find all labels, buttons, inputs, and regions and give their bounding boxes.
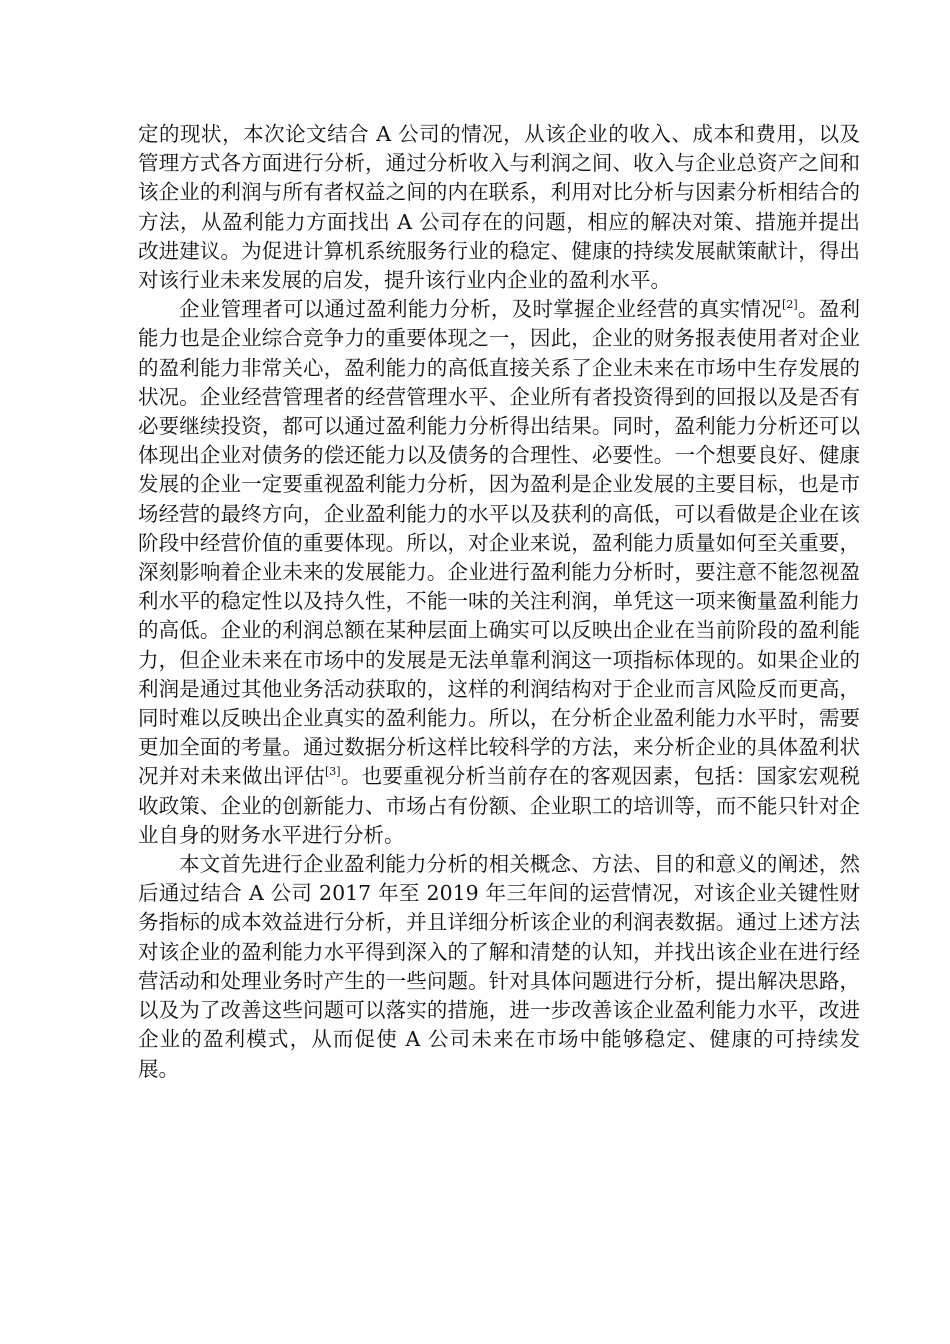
paragraph-3: [138, 850, 860, 1084]
paragraph-2: [138, 295, 860, 850]
citation-2: [2]: [782, 298, 798, 312]
citation-3: [3]: [325, 765, 341, 779]
paragraph-3-text: 本文首先进行企业盈利能力分析的相关概念、方法、目的和意义的阐述，然后通过结合 A 公司 2017 年至 2019 年三年间的运营情况，对该企业关键性财务指标的成本效益进行分析，并且详细分析该企业的利润表数据。通过上述方法对该企业的盈利能力水平得到深入的了解和清楚的认知，并找出该企业在进行经营活动和处理业务时产生的一些问题。针对具体问题进行分析，提出解决思路，以及为了改善这些问题可以落实的措施，进一步改善该企业盈利能力水平，改进企业的盈利模式，从而促使 A 公司未来在市场中能够稳定、健康的可持续发展。: [138, 852, 860, 1081]
paragraph-1: [138, 120, 860, 295]
document-body: [138, 120, 860, 1084]
paragraph-1-text: 定的现状，本次论文结合 A 公司的情况，从该企业的收入、成本和费用，以及管理方式各方面进行分析，通过分析收入与利润之间、收入与企业总资产之间和该企业的利润与所有者权益之间的内在联系，利用对比分析与因素分析相结合的方法，从盈利能力方面找出 A 公司存在的问题，相应的解决对策、措施并提出改进建议。为促进计算机系统服务行业的稳定、健康的持续发展献策献计，得出对该行业未来发展的启发，提升该行业内企业的盈利水平。: [138, 122, 860, 293]
paragraph-2-text-b: 。盈利能力也是企业综合竞争力的重要体现之一，因此，企业的财务报表使用者对企业的盈利能力非常关心，盈利能力的高低直接关系了企业未来在市场中生存发展的状况。企业经营管理者的经营管理水平、企业所有者投资得到的回报以及是否有必要继续投资，都可以通过盈利能力分析得出结果。同时，盈利能力分析还可以体现出企业对债务的偿还能力以及债务的合理性、必要性。一个想要良好、健康发展的企业一定要重视盈利能力分析，因为盈利是企业发展的主要目标，也是市场经营的最终方向，企业盈利能力的水平以及获利的高低，可以看做是企业在该阶段中经营价值的重要体现。所以，对企业来说，盈利能力质量如何至关重要，深刻影响着企业未来的发展能力。企业进行盈利能力分析时，要注意不能忽视盈利水平的稳定性以及持久性，不能一味的关注利润，单凭这一项来衡量盈利能力的高低。企业的利润总额在某种层面上确实可以反映出企业在当前阶段的盈利能力，但企业未来在市场中的发展是无法单靠利润这一项指标体现的。如果企业的利润是通过其他业务活动获取的，这样的利润结构对于企业而言风险反而更高，同时难以反映出企业真实的盈利能力。所以，在分析企业盈利能力水平时，需要更加全面的考量。通过数据分析这样比较科学的方法，来分析企业的具体盈利状况并对未来做出评估: [138, 297, 861, 789]
paragraph-2-text-a: 企业管理者可以通过盈利能力分析，及时掌握企业经营的真实情况: [179, 297, 783, 322]
paragraph-2-text-c: 。也要重视分析当前存在的客观因素，包括：国家宏观税收政策、企业的创新能力、市场占有份额、企业职工的培训等，而不能只针对企业自身的财务水平进行分析。: [138, 764, 861, 847]
